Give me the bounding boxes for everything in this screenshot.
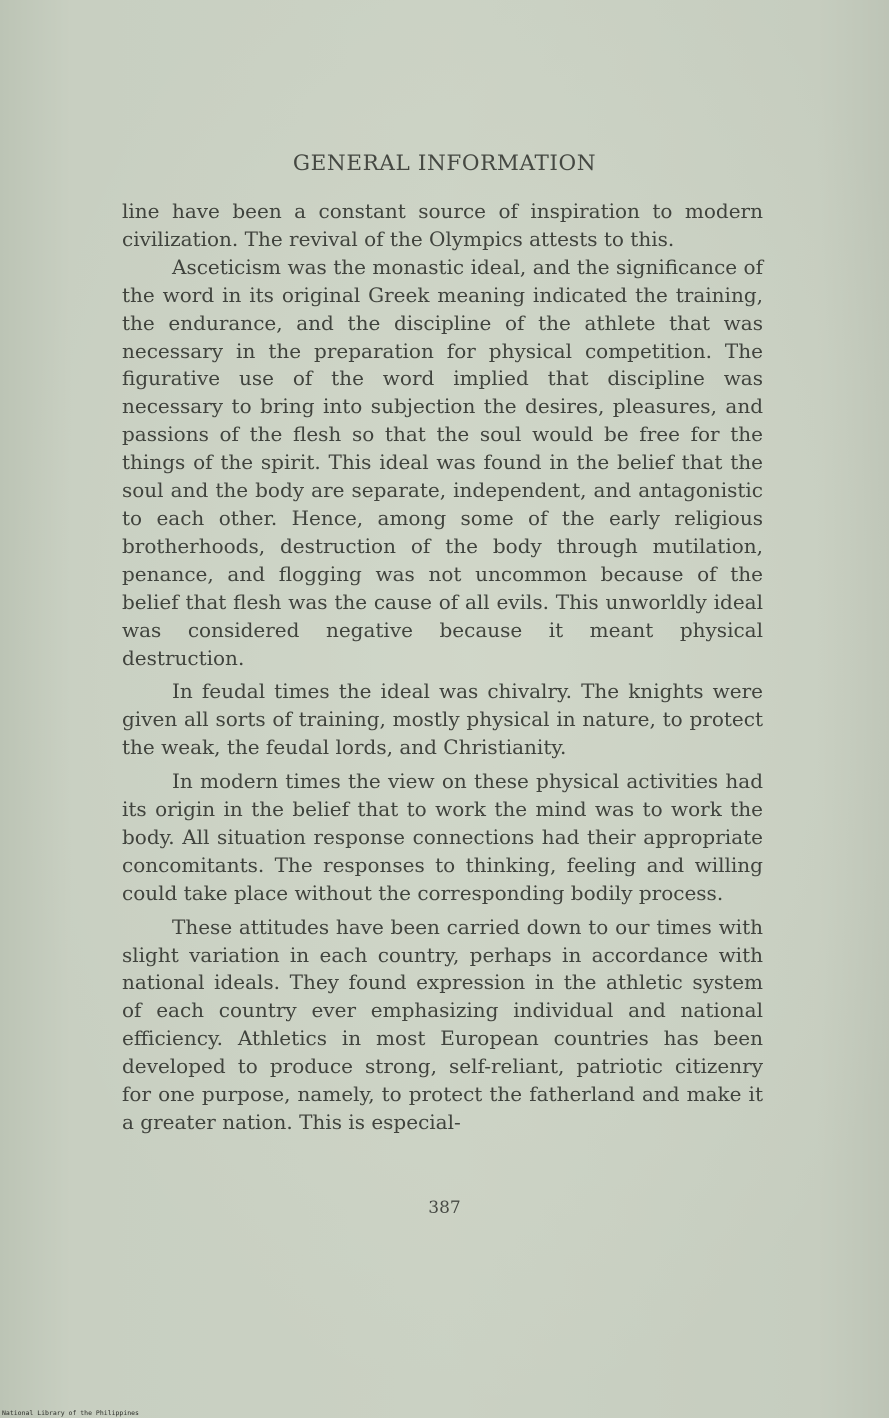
paragraph-continuation: line have been a constant source of inspiration to modern civilization. The revival of the Olympics attests to this. <box>122 199 763 251</box>
paragraph-feudal: In feudal times the ideal was chivalry. The knights were given all sorts of training, mostly physical in nature, to protect the weak, the feudal lords, and Christianity. <box>122 679 763 760</box>
paragraph-attitudes: These attitudes have been carried down to our times with slight variation in each country, perhaps in accordance with national ideals. They found expression in the athletic system of each country ever emphasizing individual and national efficiency. Athletics in most European countries has been developed to produce strong, self-reliant, patriotic citizenry for one purpose, namely, to protect the fatherland and make it a greater nation. This is especial- <box>122 914 763 1134</box>
body-text <box>122 198 763 1137</box>
running-header: GENERAL INFORMATION <box>292 151 597 176</box>
scan-credit: National Library of the Philippines <box>2 1409 139 1417</box>
paragraph-asceticism: Asceticism was the monastic ideal, and the significance of the word in its original Greek meaning indicated the training, the endurance, and the discipline of the athlete that was necessary in the preparation for physical competition. The figurative use of the word implied that discipline was necessary to bring into subjection the desires, pleasures, and passions of the flesh so that the soul would be free for the things of the spirit. This ideal was found in the belief that the soul and the body are separate, independent, and antagonistic to each other. Hence, among some of the early religious brotherhoods, destruction of the body through mutilation, penance, and flogging was not uncommon because of the belief that flesh was the cause of all evils. This unworldly ideal was considered negative because it meant physical destruction. <box>122 254 763 670</box>
page-number: 387 <box>428 1198 461 1218</box>
paragraph-modern: In modern times the view on these physical activities had its origin in the belief that to work the mind was to work the body. All situation response connections had their appropriate concomitants. The responses to thinking, feeling and willing could take place without the corresponding bodily process. <box>122 769 763 905</box>
